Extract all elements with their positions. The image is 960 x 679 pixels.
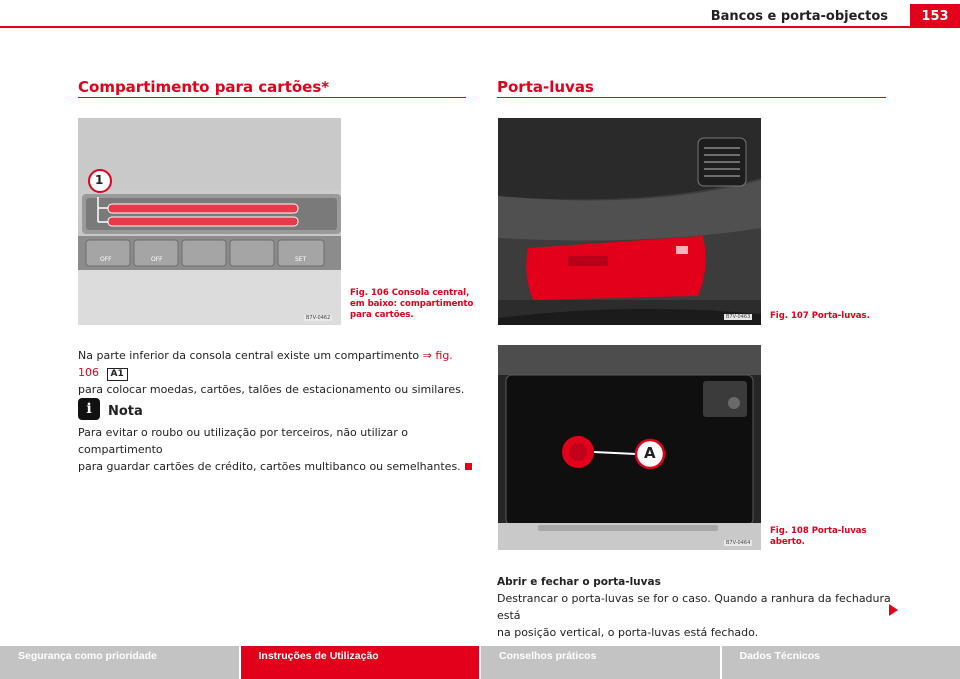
console-button-label: OFF [151,256,163,263]
figure-108-glovebox-open [498,345,761,550]
figure-106-caption: Fig. 106 Consola central, em baixo: compartimento para cartões. [350,288,474,320]
glovebox-closed-illustration [498,118,761,325]
section-rule [78,97,466,98]
callout-marker: A1 [107,368,128,381]
section-end-marker [465,463,472,470]
figure-reference-link[interactable]: ⇒ fig. 106 [78,349,453,379]
footer-nav [0,646,960,679]
footer-tab-practical-tips[interactable]: Conselhos práticos [479,646,720,679]
chapter-title: Bancos e porta-objectos [710,9,888,24]
header-rule [0,26,960,28]
console-button-label: SET [295,256,307,263]
section-rule [497,97,886,98]
figure-108-caption: Fig. 108 Porta-luvas aberto. [770,526,867,547]
figure-107-glovebox [498,118,761,325]
footer-tab-operating-instructions[interactable]: Instruções de Utilização [239,646,480,679]
subheading-open-close: Abrir e fechar o porta-luvas [497,576,661,588]
note-text: Para evitar o roubo ou utilização por terceiros, não utilizar o compartimento para guardar cartões de crédito, cartões multibanco ou semelhantes. [78,424,473,475]
next-page-arrow-icon[interactable] [889,604,898,616]
figure-code: B7V-0463 [726,314,751,320]
page-number: 153 [910,4,960,28]
section-title-glovebox: Porta-luvas [497,78,594,96]
figure-code: B7V-0464 [726,540,751,546]
figure-code: B7V-0462 [306,315,331,321]
console-button-label: OFF [100,256,112,263]
note-info-icon: i [78,398,100,420]
section-title-card-compartment: Compartimento para cartões* [78,78,330,96]
note-title: Nota [108,404,143,419]
callout-1: 1 [95,173,104,187]
paragraph-card-compartment: Na parte inferior da consola central existe um compartimento ⇒ fig. 106 A1 para colocar moedas, cartões, talões de estacionamento ou similares. [78,349,465,396]
paragraph-glovebox: Destrancar o porta-luvas se for o caso. Quando a ranhura da fechadura está na posição vertical, o porta-luvas está fechado. [497,592,891,639]
footer-tab-technical-data[interactable]: Dados Técnicos [720,646,960,679]
figure-106-console [78,118,341,325]
figure-107-caption: Fig. 107 Porta-luvas. [770,311,870,321]
glovebox-open-illustration [498,345,761,550]
callout-a: A [644,444,656,462]
console-illustration [78,118,341,325]
footer-tab-safety[interactable]: Segurança como prioridade [0,646,239,679]
